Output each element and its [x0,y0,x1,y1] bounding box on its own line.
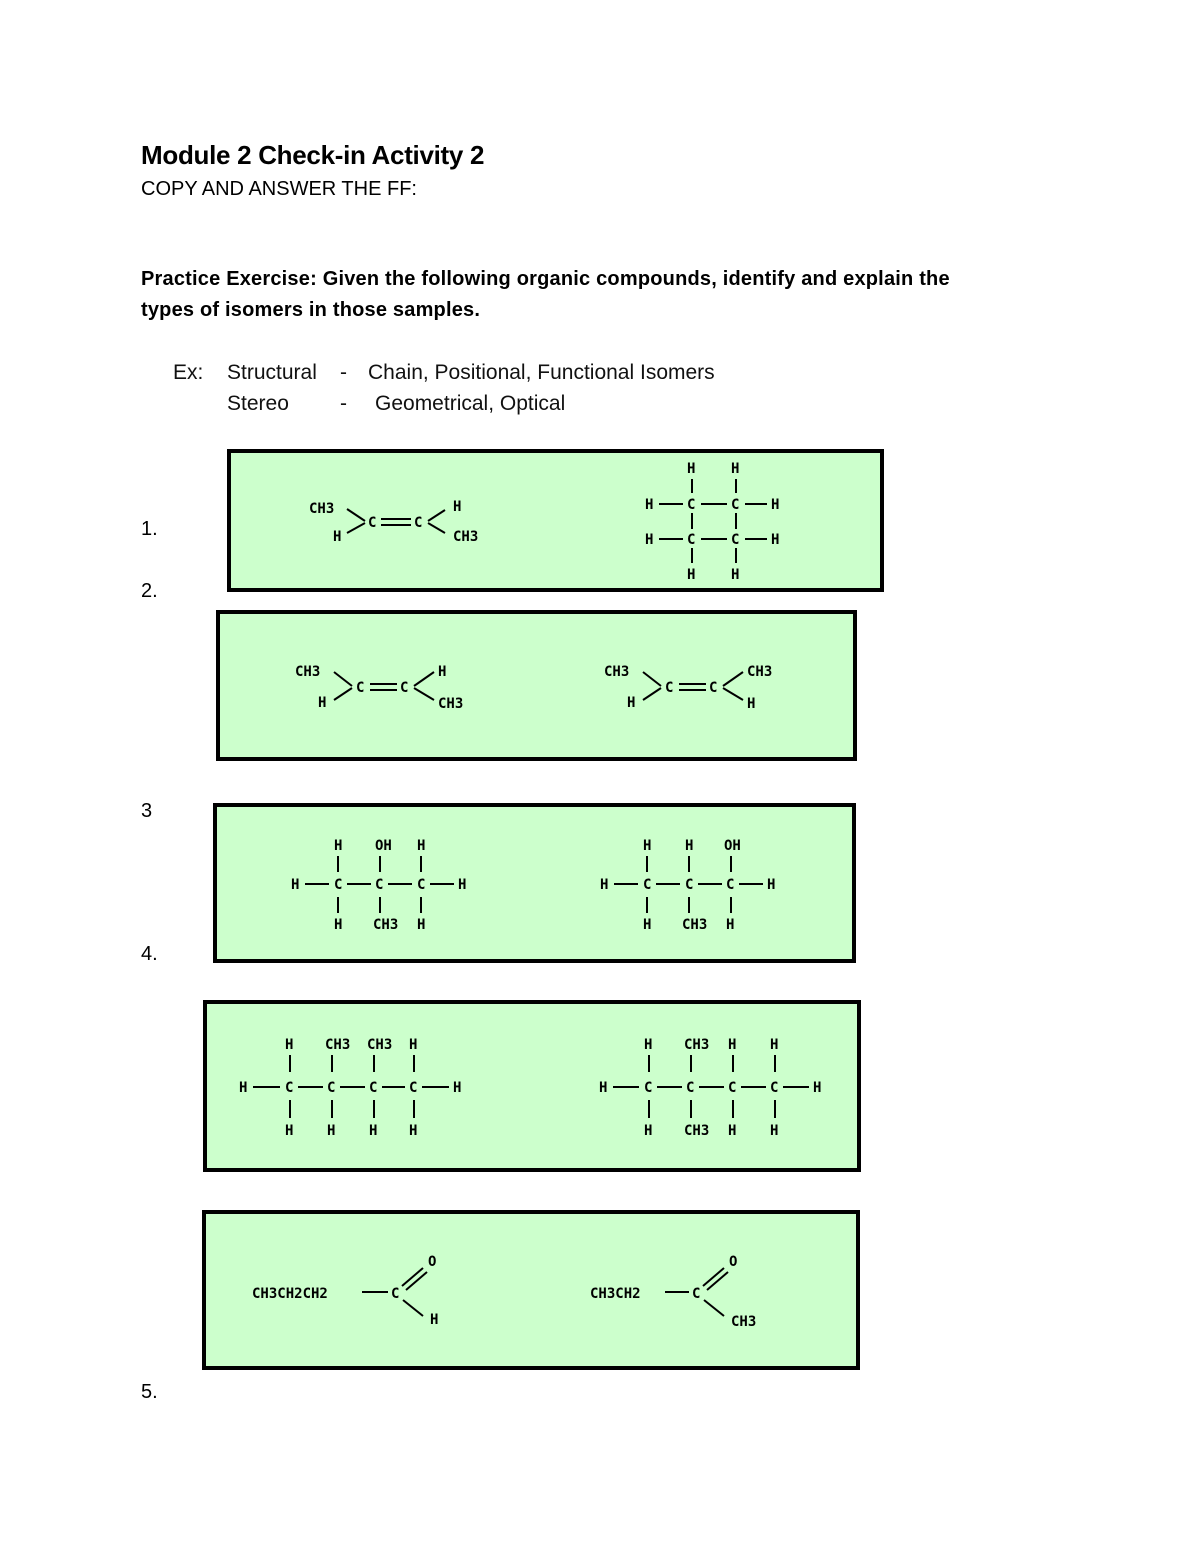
example-category-stereo: Stereo [227,392,289,415]
structure-panel-2 [216,610,857,761]
structure-panel-4 [203,1000,861,1172]
atom-ch3: CH3 [604,664,630,680]
bond [403,1300,423,1316]
atom-h: H [327,1123,336,1139]
example-types-stereo: Geometrical, Optical [375,392,566,415]
bond [723,688,743,700]
chain-butanal: CH3CH2CH2 [252,1286,328,1302]
atom-c: C [409,1080,418,1096]
atom-c: C [327,1080,336,1096]
atom-c: C [644,1080,653,1096]
atom-ch3: CH3 [682,917,708,933]
atom-h: H [731,567,740,583]
atom-h: H [453,499,462,515]
atom-c: C [686,1080,695,1096]
atom-h: H [728,1037,737,1053]
example-types-structural: Chain, Positional, Functional Isomers [368,361,715,384]
atom-h: H [726,917,735,933]
atom-h: H [600,877,609,893]
atom-ch3: CH3 [731,1314,757,1330]
atom-c: C [356,680,365,696]
question-number-4: 4. [141,943,158,965]
atom-oh: OH [724,838,741,854]
atom-c: C [709,680,718,696]
atom-ch3: CH3 [453,529,479,545]
atom-h: H [770,1037,779,1053]
atom-h: H [813,1080,822,1096]
atom-h: H [771,532,780,548]
bond [334,672,352,686]
atom-h: H [643,917,652,933]
atom-c: C [685,877,694,893]
atom-h: H [285,1037,294,1053]
bond [347,523,365,533]
atom-c: C [285,1080,294,1096]
atom-c: C [643,877,652,893]
bond [704,1300,724,1316]
bond [428,510,445,521]
atom-ch3: CH3 [325,1037,351,1053]
atom-h: H [728,1123,737,1139]
panel-2-structures [220,614,861,765]
question-number-5: 5. [141,1381,158,1403]
atom-h: H [627,695,636,711]
bond [414,688,434,700]
atom-h: H [687,567,696,583]
bond [347,509,365,521]
atom-ch3: CH3 [684,1123,710,1139]
atom-ch3: CH3 [373,917,399,933]
atom-h: H [369,1123,378,1139]
atom-c: C [369,1080,378,1096]
panel-3-structures [217,807,860,967]
atom-h: H [645,497,654,513]
question-number-1: 1. [141,518,158,540]
atom-ch3: CH3 [438,696,464,712]
atom-c: C [726,877,735,893]
atom-c: C [417,877,426,893]
atom-h: H [417,838,426,854]
atom-h: H [770,1123,779,1139]
example-prefix: Ex: [173,361,204,384]
atom-h: H [644,1123,653,1139]
atom-h: H [599,1080,608,1096]
example-dash-1: - [340,361,347,384]
page-title: Module 2 Check-in Activity 2 [141,140,485,170]
atom-h: H [438,664,447,680]
atom-h: H [747,696,756,712]
structure-panel-5 [202,1210,860,1370]
atom-h: H [318,695,327,711]
atom-ch3: CH3 [309,501,335,517]
atom-c: C [770,1080,779,1096]
exercise-prompt-line-1: Practice Exercise: Given the following organic compounds, identify and explain the [141,268,950,290]
atom-c: C [368,515,377,531]
atom-c: C [692,1286,701,1302]
atom-c: C [400,680,409,696]
atom-ch3: CH3 [367,1037,393,1053]
example-dash-2: - [340,392,347,415]
bond [414,672,434,686]
atom-h: H [430,1312,439,1328]
question-number-3: 3 [141,800,153,822]
atom-c: C [728,1080,737,1096]
atom-h: H [458,877,467,893]
atom-h: H [409,1123,418,1139]
atom-o: O [729,1254,738,1270]
atom-h: H [685,838,694,854]
atom-h: H [285,1123,294,1139]
instruction-subtitle: COPY AND ANSWER THE FF: [141,178,417,200]
structure-panel-1 [227,449,884,592]
atom-c: C [731,497,740,513]
atom-h: H [333,529,342,545]
atom-h: H [334,838,343,854]
atom-ch3: CH3 [684,1037,710,1053]
bond [334,688,352,700]
atom-h: H [409,1037,418,1053]
chain-butanone: CH3CH2 [590,1286,641,1302]
atom-c: C [731,532,740,548]
bond [643,672,661,686]
atom-h: H [645,532,654,548]
atom-o: O [428,1254,437,1270]
atom-c: C [391,1286,400,1302]
atom-h: H [453,1080,462,1096]
atom-h: H [291,877,300,893]
panel-4-structures [207,1004,865,1176]
atom-h: H [417,917,426,933]
atom-ch3: CH3 [295,664,321,680]
atom-h: H [731,461,740,477]
example-category-structural: Structural [227,361,317,384]
atom-c: C [687,497,696,513]
structure-panel-3 [213,803,856,963]
exercise-prompt-line-2: types of isomers in those samples. [141,299,481,321]
bond [428,523,445,533]
atom-h: H [644,1037,653,1053]
atom-h: H [771,497,780,513]
atom-c: C [414,515,423,531]
question-number-2: 2. [141,580,158,602]
bond [643,688,661,700]
atom-c: C [687,532,696,548]
atom-h: H [239,1080,248,1096]
atom-c: C [375,877,384,893]
panel-1-structures [231,453,888,596]
atom-c: C [334,877,343,893]
atom-c: C [665,680,674,696]
atom-h: H [643,838,652,854]
atom-oh: OH [375,838,392,854]
atom-h: H [334,917,343,933]
atom-ch3: CH3 [747,664,773,680]
atom-h: H [687,461,696,477]
atom-h: H [767,877,776,893]
panel-5-structures [206,1214,864,1374]
bond [723,672,743,686]
